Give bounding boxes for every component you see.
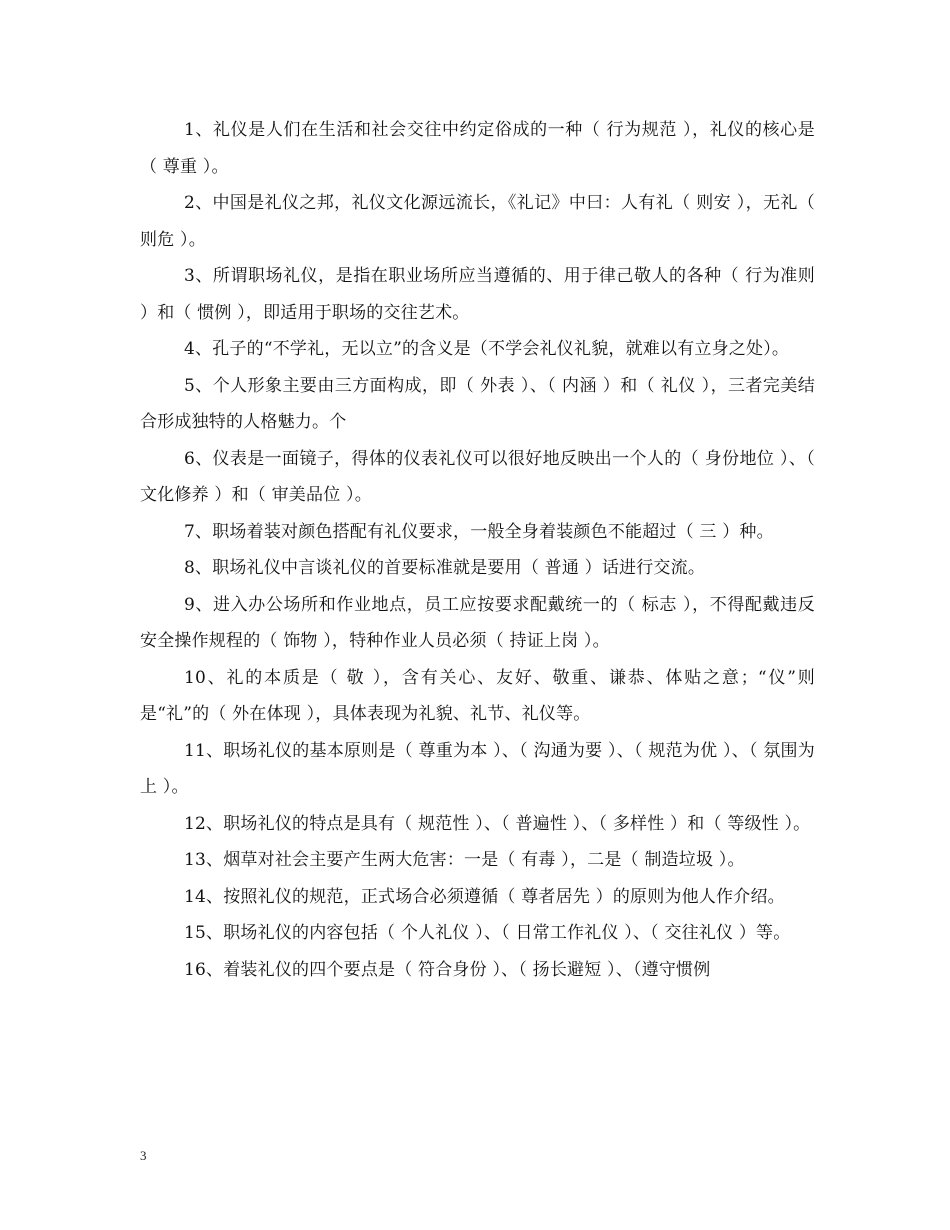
paragraph-11: 11、职场礼仪的基本原则是（ 尊重为本 ）、（ 沟通为要 ）、（ 规范为优 ）、（ 氛围为上 ）。 <box>140 740 815 797</box>
paragraph-16: 16、着装礼仪的四个要点是（ 符合身份 ）、（ 扬长避短 ）、（遵守惯例 <box>184 959 711 980</box>
paragraph-8: 8、职场礼仪中言谈礼仪的首要标准就是要用（ 普通 ）话进行交流。 <box>184 558 706 578</box>
paragraph-12: 12、职场礼仪的特点是具有（ 规范性 ）、（ 普遍性 ）、（ 多样性 ）和（ 等级性 ）。 <box>184 813 811 834</box>
paragraph-13: 13、烟草对社会主要产生两大危害：一是（ 有毒 ），二是（ 制造垃圾 ）。 <box>184 850 745 870</box>
paragraph-4: 4、孔子的“不学礼，无以立”的含义是（不学会礼仪礼貌，就难以有立身之处）。 <box>184 339 790 359</box>
document-body <box>140 112 815 988</box>
paragraph-5: 5、个人形象主要由三方面构成，即（ 外表 ）、（ 内涵 ）和（ 礼仪 ），三者完美结合形成独特的人格魅力。个 <box>140 375 815 432</box>
paragraph-15: 15、职场礼仪的内容包括（ 个人礼仪 ）、（ 日常工作礼仪 ）、（ 交往礼仪 ）等。 <box>184 923 791 943</box>
paragraph-1: 1、礼仪是人们在生活和社会交往中约定俗成的一种（ 行为规范 ），礼仪的核心是（ 尊重 ）。 <box>140 120 815 177</box>
page-number: 3 <box>140 1148 147 1163</box>
paragraph-7: 7、职场着装对颜色搭配有礼仪要求，一般全身着装颜色不能超过（ 三 ）种。 <box>184 521 774 542</box>
paragraph-2: 2、中国是礼仪之邦，礼仪文化源远流长，《礼记》中曰：人有礼（ 则安 ），无礼（ 则危 ）。 <box>140 193 815 250</box>
paragraph-3: 3、所谓职场礼仪，是指在职业场所应当遵循的、用于律己敬人的各种（ 行为准则 ）和（ 惯例 ），即适用于职场的交往艺术。 <box>140 266 815 323</box>
paragraph-6: 6、仪表是一面镜子，得体的仪表礼仪可以很好地反映出一个人的（ 身份地位 ）、（ 文化修养 ）和（ 审美品位 ）。 <box>140 448 815 505</box>
paragraph-9: 9、进入办公场所和作业地点，员工应按要求配戴统一的（ 标志 ），不得配戴违反安全操作规程的（ 饰物 ），特种作业人员必须（ 持证上岗 ）。 <box>140 594 815 651</box>
paragraph-14: 14、按照礼仪的规范，正式场合必须遵循（ 尊者居先 ）的原则为他人作介绍。 <box>184 886 785 907</box>
paragraph-10: 10、礼的本质是（ 敬 ），含有关心、友好、敬重、谦恭、体贴之意；“仪”则是“礼”的（ 外在体现 ），具体表现为礼貌、礼节、礼仪等。 <box>140 667 815 724</box>
